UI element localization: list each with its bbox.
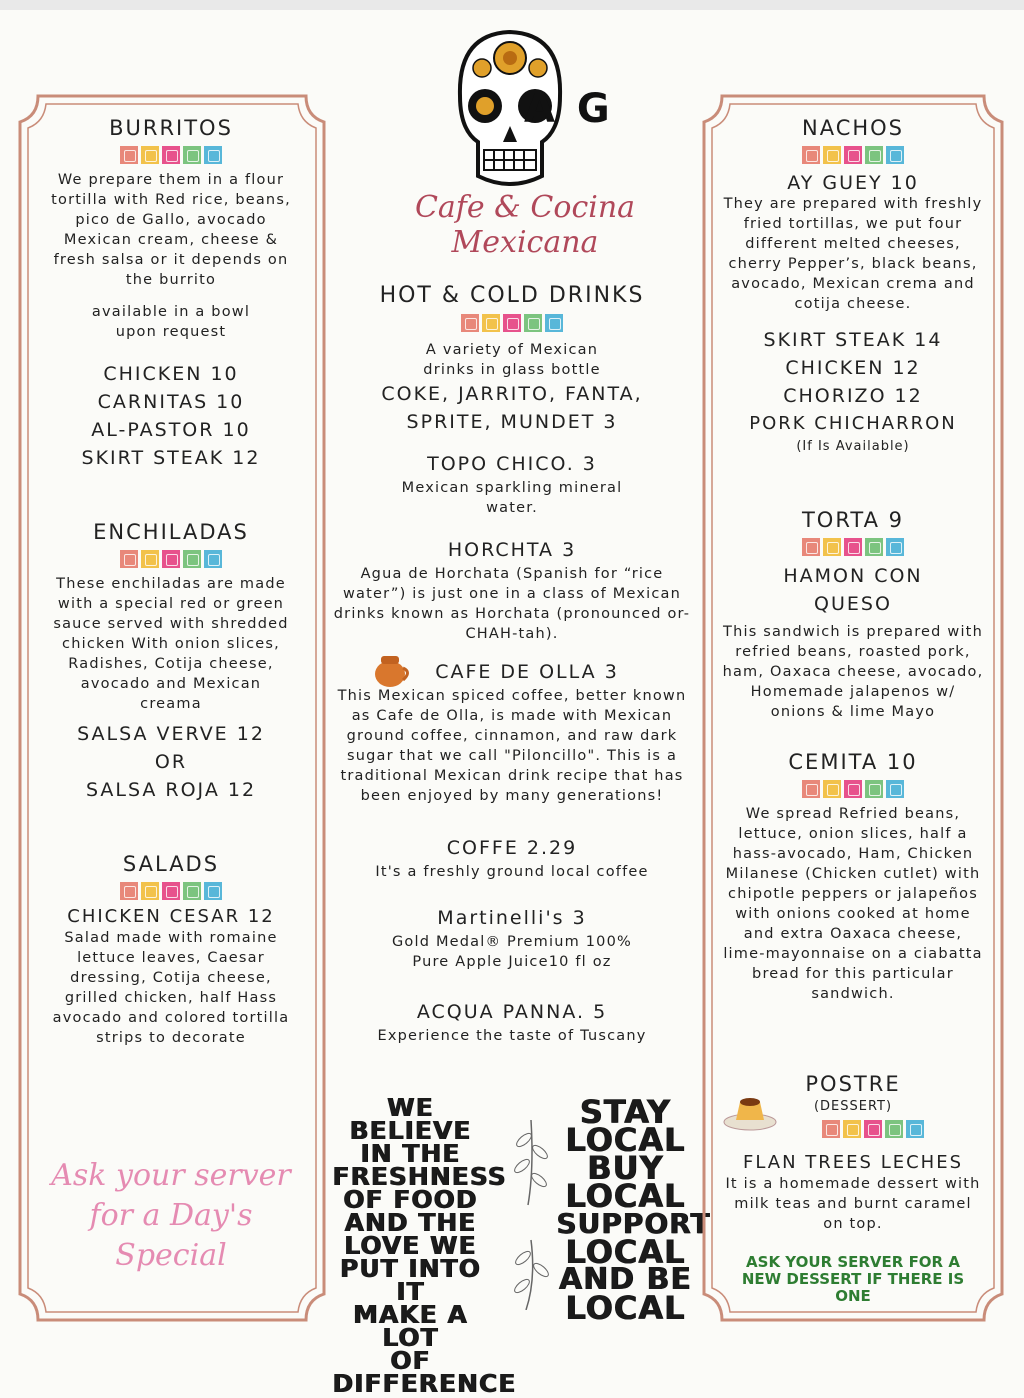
poster-line: OF xyxy=(389,1346,431,1375)
torta-title: TORTA 9 xyxy=(801,508,905,532)
papel-picado-flag xyxy=(141,146,159,164)
papel-picado-flags xyxy=(722,538,984,556)
papel-picado-flag xyxy=(162,550,180,568)
papel-picado-flag xyxy=(886,780,904,798)
nacho-item: SKIRT STEAK 14 xyxy=(763,329,943,351)
papel-picado-flags xyxy=(40,550,302,568)
freshness-poster xyxy=(332,1093,516,1398)
papel-picado-flag xyxy=(886,538,904,556)
papel-picado-flags xyxy=(40,882,302,900)
papel-picado-flag xyxy=(865,538,883,556)
acqua-panna-description: Experience the taste of Tuscany xyxy=(377,1028,647,1044)
poster-line: LOCAL xyxy=(564,1177,686,1215)
cafe-de-olla-row xyxy=(330,658,694,686)
papel-picado-flag xyxy=(843,1120,861,1138)
papel-picado-flag xyxy=(141,550,159,568)
nachos-title: NACHOS xyxy=(801,116,905,140)
poster-line: FRESHNESS xyxy=(332,1162,507,1191)
papel-picado-flags xyxy=(722,780,984,798)
nacho-item: CHORIZO 12 xyxy=(783,385,923,407)
enchiladas-section xyxy=(40,518,302,804)
papel-picado-flag xyxy=(864,1120,882,1138)
enchilada-item: OR xyxy=(154,751,188,773)
burritos-description: We prepare them in a flour tortilla with Red rice, beans, pico de Gallo, avocado Mexican cream, cheese & fresh salsa or it depends on the burrito xyxy=(51,172,291,288)
ask-new-dessert: ASK YOUR SERVER FOR A NEW DESSERT IF THERE IS ONE xyxy=(741,1253,965,1305)
papel-picado-flag xyxy=(844,146,862,164)
ay-guey-name: AY GUEY 10 xyxy=(787,172,919,194)
cemita-section xyxy=(722,748,984,1004)
papel-picado-flag xyxy=(865,146,883,164)
clay-pot-icon xyxy=(370,650,410,690)
coffee-description: It's a freshly ground local coffee xyxy=(375,864,649,880)
burrito-item: CARNITAS 10 xyxy=(97,391,245,413)
leaf-branch-icon xyxy=(506,1110,556,1310)
burritos-title: BURRITOS xyxy=(109,116,233,140)
papel-picado-flag xyxy=(886,146,904,164)
cafe-de-olla-name: CAFE DE OLLA 3 xyxy=(435,661,619,683)
papel-picado-flag xyxy=(823,780,841,798)
top-bar xyxy=(0,0,1024,10)
coffee-name: COFFE 2.29 xyxy=(446,837,578,859)
postre-subtitle: (DESSERT) xyxy=(813,1099,893,1114)
salad-description: Salad made with romaine lettuce leaves, Caesar dressing, Cotija cheese, grilled chicken, half Hass avocado and colored tortilla strips to decorate xyxy=(52,930,290,1046)
special-line: Ask your server xyxy=(51,1158,291,1193)
burritos-items xyxy=(40,360,302,472)
papel-picado-flag xyxy=(183,882,201,900)
nachos-description: They are prepared with freshly fried tortillas, we put four different melted cheeses, cherry Pepper’s, black beans, avocado, Mexican crema and cotija cheese. xyxy=(723,196,983,312)
papel-picado-flag xyxy=(120,550,138,568)
papel-picado-flag xyxy=(802,780,820,798)
torta-name: HAMON CON QUESO xyxy=(783,565,923,615)
cafe-de-olla-description: This Mexican spiced coffee, better known as Cafe de Olla, is made with Mexican ground coffee, cinnamon, and raw dark sugar that we call "Piloncillo". This is a traditional Mexican drink recipe that has been enjoyed by many generations! xyxy=(337,688,687,804)
papel-picado-flag xyxy=(204,550,222,568)
papel-picado-flag xyxy=(865,780,883,798)
papel-picado-flag xyxy=(802,538,820,556)
burrito-item: SKIRT STEAK 12 xyxy=(81,447,261,469)
horchata-description: Agua de Horchata (Spanish for “rice water”) is just one in a class of Mexican drinks known as Horchata (pronounced or-CHAH-tah). xyxy=(333,566,691,642)
papel-picado-flag xyxy=(844,538,862,556)
nacho-item: CHICKEN 12 xyxy=(785,357,921,379)
poster-line: PUT INTO IT xyxy=(339,1254,481,1306)
enchiladas-items xyxy=(40,720,302,804)
poster-line: OF FOOD xyxy=(342,1185,478,1214)
flan-item: FLAN TREES LECHES xyxy=(743,1152,963,1173)
postre-section xyxy=(722,1070,984,1320)
topo-chico-description: Mexican sparkling mineral water. xyxy=(401,480,623,516)
availability-note: (If Is Available) xyxy=(796,439,910,454)
acqua-panna-name: ACQUA PANNA. 5 xyxy=(416,1001,608,1023)
special-line: Special xyxy=(115,1238,227,1273)
poster-line: DIFFERENCE xyxy=(332,1369,516,1398)
stay-local-poster xyxy=(556,1093,711,1327)
salads-title: SALADS xyxy=(122,852,220,876)
soda-line: COKE, JARRITO, FANTA, xyxy=(381,383,643,405)
papel-picado-flag xyxy=(802,146,820,164)
day-special-note xyxy=(40,1156,302,1276)
poster-line: LOCAL xyxy=(564,1121,686,1159)
papel-picado-flag xyxy=(482,314,500,332)
brand-mark: A G xyxy=(524,86,614,132)
papel-picado-flag xyxy=(120,882,138,900)
flan-description: It is a homemade dessert with milk teas and burnt caramel on top. xyxy=(725,1176,981,1232)
papel-picado-flag xyxy=(120,146,138,164)
drinks-title: HOT & COLD DRINKS xyxy=(379,283,645,308)
burrito-item: AL-PASTOR 10 xyxy=(91,419,251,441)
poster-line: WE BELIEVE xyxy=(349,1093,471,1145)
papel-picado-flag xyxy=(183,550,201,568)
poster-line: LOVE WE xyxy=(343,1231,477,1260)
brand-subtitle: Cafe & Cocina Mexicana xyxy=(414,190,636,260)
salads-section xyxy=(40,850,302,1048)
papel-picado-flags xyxy=(330,314,694,332)
martinelli-description: Pure Apple Juice10 fl oz xyxy=(412,954,612,970)
poster-line: AND BE xyxy=(558,1262,692,1297)
soda-line: SPRITE, MUNDET 3 xyxy=(406,411,618,433)
papel-picado-flag xyxy=(162,882,180,900)
flan-icon xyxy=(722,1088,778,1132)
papel-picado-flag xyxy=(885,1120,903,1138)
papel-picado-flag xyxy=(823,538,841,556)
enchiladas-title: ENCHILADAS xyxy=(93,520,249,544)
poster-line: LOCAL xyxy=(564,1233,686,1271)
cemita-description: We spread Refried beans, lettuce, onion slices, half a hass-avocado, Ham, Chicken Milanese (Chicken cutlet) with chipotle peppers or jalapeños with onions cooked at home and extra Oaxaca cheese, lime-mayonnaise on a ciabatta bread for this particular sandwich. xyxy=(723,806,983,1002)
papel-picado-flag xyxy=(823,146,841,164)
papel-picado-flag xyxy=(183,146,201,164)
martinelli-description: Gold Medal® Premium 100% xyxy=(392,934,632,950)
papel-picado-flag xyxy=(844,780,862,798)
papel-picado-flag xyxy=(204,146,222,164)
poster-line: MAKE A LOT xyxy=(352,1300,468,1352)
papel-picado-flags xyxy=(722,146,984,164)
papel-picado-flag xyxy=(545,314,563,332)
cemita-title: CEMITA 10 xyxy=(788,750,918,774)
postre-title: POSTRE xyxy=(805,1072,901,1096)
poster-line: SUPPORT xyxy=(556,1207,711,1240)
burritos-section xyxy=(40,114,302,472)
poster-line: IN THE xyxy=(360,1139,460,1168)
papel-picado-flag xyxy=(524,314,542,332)
horchata-name: HORCHTA 3 xyxy=(447,539,577,561)
burrito-item: CHICKEN 10 xyxy=(103,363,239,385)
papel-picado-flag xyxy=(822,1120,840,1138)
poster-line: AND THE xyxy=(344,1208,476,1237)
special-line: for a Day's xyxy=(89,1198,253,1233)
poster-line: STAY xyxy=(579,1093,671,1131)
papel-picado-flags xyxy=(40,146,302,164)
nachos-section xyxy=(722,114,984,456)
nacho-item: PORK CHICHARRON xyxy=(749,413,957,434)
papel-picado-flag xyxy=(461,314,479,332)
torta-section xyxy=(722,506,984,722)
enchiladas-description: These enchiladas are made with a special red or green sauce served with shredded chicken With onion slices, Radishes, Cotija cheese, avocado and Mexican creama xyxy=(53,576,289,712)
topo-chico-name: TOPO CHICO. 3 xyxy=(427,453,597,475)
poster-line: LOCAL xyxy=(564,1289,686,1327)
brand-logo xyxy=(440,26,620,196)
papel-picado-flag xyxy=(906,1120,924,1138)
nachos-items xyxy=(722,326,984,438)
salad-item: CHICKEN CESAR 12 xyxy=(67,906,275,927)
papel-picado-flag xyxy=(141,882,159,900)
papel-picado-flag xyxy=(162,146,180,164)
martinelli-name: Martinelli's 3 xyxy=(437,907,587,929)
bowl-note: available in a bowl upon request xyxy=(91,304,251,340)
enchilada-item: SALSA ROJA 12 xyxy=(85,779,257,801)
papel-picado-flag xyxy=(204,882,222,900)
enchilada-item: SALSA VERVE 12 xyxy=(77,723,265,745)
papel-picado-flag xyxy=(503,314,521,332)
torta-description: This sandwich is prepared with refried beans, roasted pork, ham, Oaxaca cheese, avocado, Homemade jalapenos w/ onions & lime Mayo xyxy=(722,624,984,720)
drinks-description: A variety of Mexican drinks in glass bottle xyxy=(423,342,601,378)
poster-line: BUY xyxy=(586,1149,664,1187)
drinks-section xyxy=(330,282,694,1046)
